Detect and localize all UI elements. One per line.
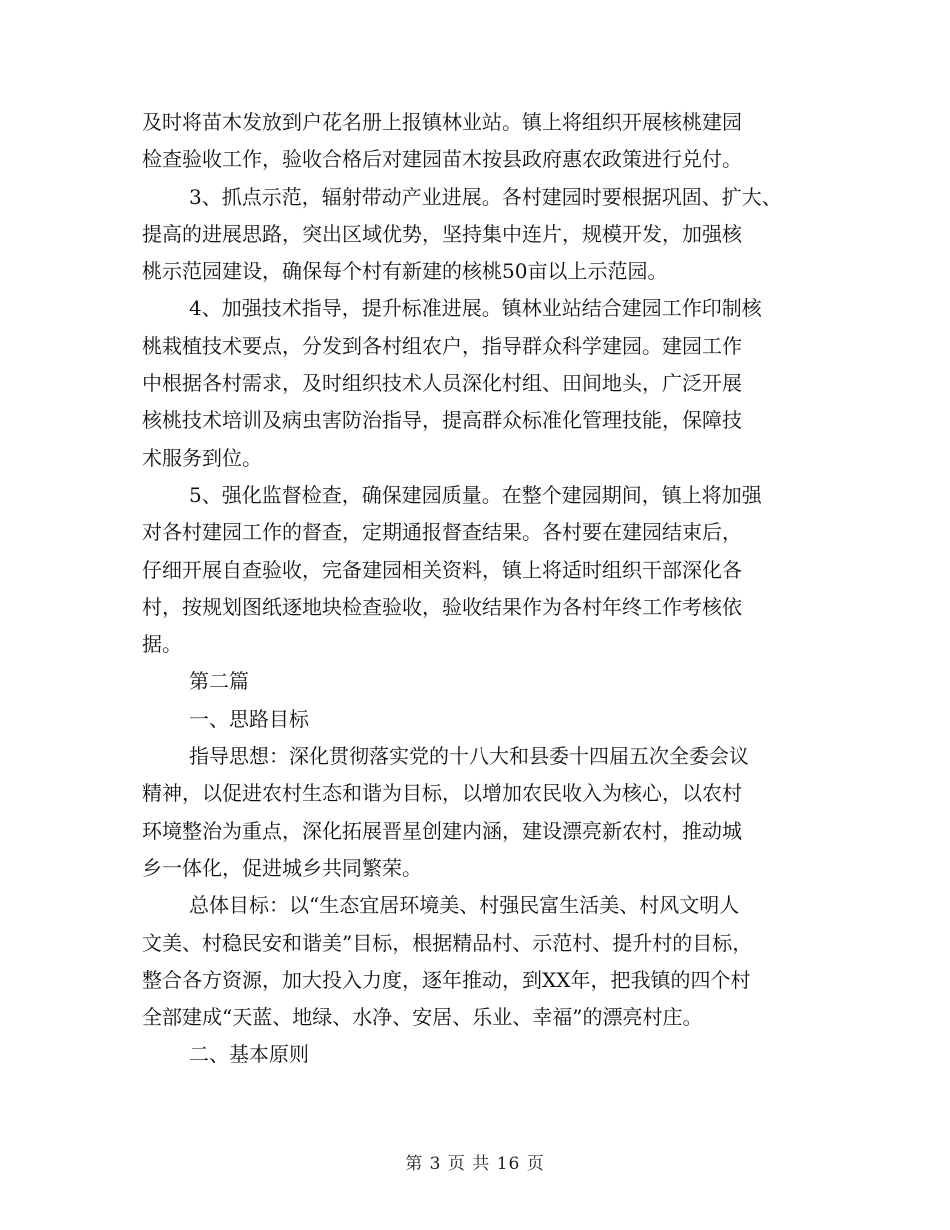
text-line: 桃栽植技术要点，分发到各村组农户，指导群众科学建园。建园工作 xyxy=(142,333,742,358)
text-line: 中根据各村需求，及时组织技术人员深化村组、田间地头，广泛开展 xyxy=(142,371,742,396)
text-line: 桃示范园建设，确保每个村有新建的核桃50亩以上示范园。 xyxy=(142,259,668,284)
text-line: 4、加强技术指导，提升标准进展。镇林业站结合建园工作印制核 xyxy=(189,296,762,321)
text-line: 全部建成“天蓝、地绿、水净、安居、乐业、幸福”的漂亮村庄。 xyxy=(142,1005,703,1030)
text-line: 检查验收工作，验收合格后对建园苗木按县政府惠农政策进行兑付。 xyxy=(142,147,742,172)
text-line: 提高的进展思路，突出区域优势，坚持集中连片，规模开发，加强核 xyxy=(142,221,742,246)
text-line: 仔细开展自查验收，完备建园相关资料，镇上将适时组织干部深化各 xyxy=(142,557,742,582)
text-line: 核桃技术培训及病虫害防治指导，提高群众标准化管理技能，保障技 xyxy=(142,408,742,433)
text-line: 一、思路目标 xyxy=(189,706,309,731)
text-line: 第二篇 xyxy=(189,669,249,694)
text-line: 总体目标：以“生态宜居环境美、村强民富生活美、村风文明人 xyxy=(189,893,740,918)
text-line: 乡一体化，促进城乡共同繁荣。 xyxy=(142,855,422,880)
text-line: 5、强化监督检查，确保建园质量。在整个建园期间，镇上将加强 xyxy=(189,482,762,507)
text-line: 据。 xyxy=(142,632,182,657)
page-footer: 第 3 页 共 16 页 xyxy=(405,1154,545,1174)
text-line: 指导思想：深化贯彻落实党的十八大和县委十四届五次全委会议 xyxy=(189,744,749,769)
document-body xyxy=(142,104,832,1074)
text-line: 术服务到位。 xyxy=(142,445,262,470)
text-line: 精神，以促进农村生态和谐为目标，以增加农民收入为核心，以农村 xyxy=(142,781,742,806)
text-line: 3、抓点示范，辐射带动产业进展。各村建园时要根据巩固、扩大、 xyxy=(189,184,782,209)
text-line: 村，按规划图纸逐地块检查验收，验收结果作为各村年终工作考核依 xyxy=(142,594,742,619)
text-line: 整合各方资源，加大投入力度，逐年推动，到XX年，把我镇的四个村 xyxy=(142,967,751,992)
text-line: 环境整治为重点，深化拓展晋星创建内涵，建设漂亮新农村，推动城 xyxy=(142,818,742,843)
text-line: 及时将苗木发放到户花名册上报镇林业站。镇上将组织开展核桃建园 xyxy=(142,110,742,134)
text-line: 对各村建园工作的督查，定期通报督查结果。各村要在建园结束后， xyxy=(142,520,742,545)
text-line: 二、基本原则 xyxy=(189,1042,309,1067)
text-line: 文美、村稳民安和谐美”目标，根据精品村、示范村、提升村的目标， xyxy=(142,930,753,955)
